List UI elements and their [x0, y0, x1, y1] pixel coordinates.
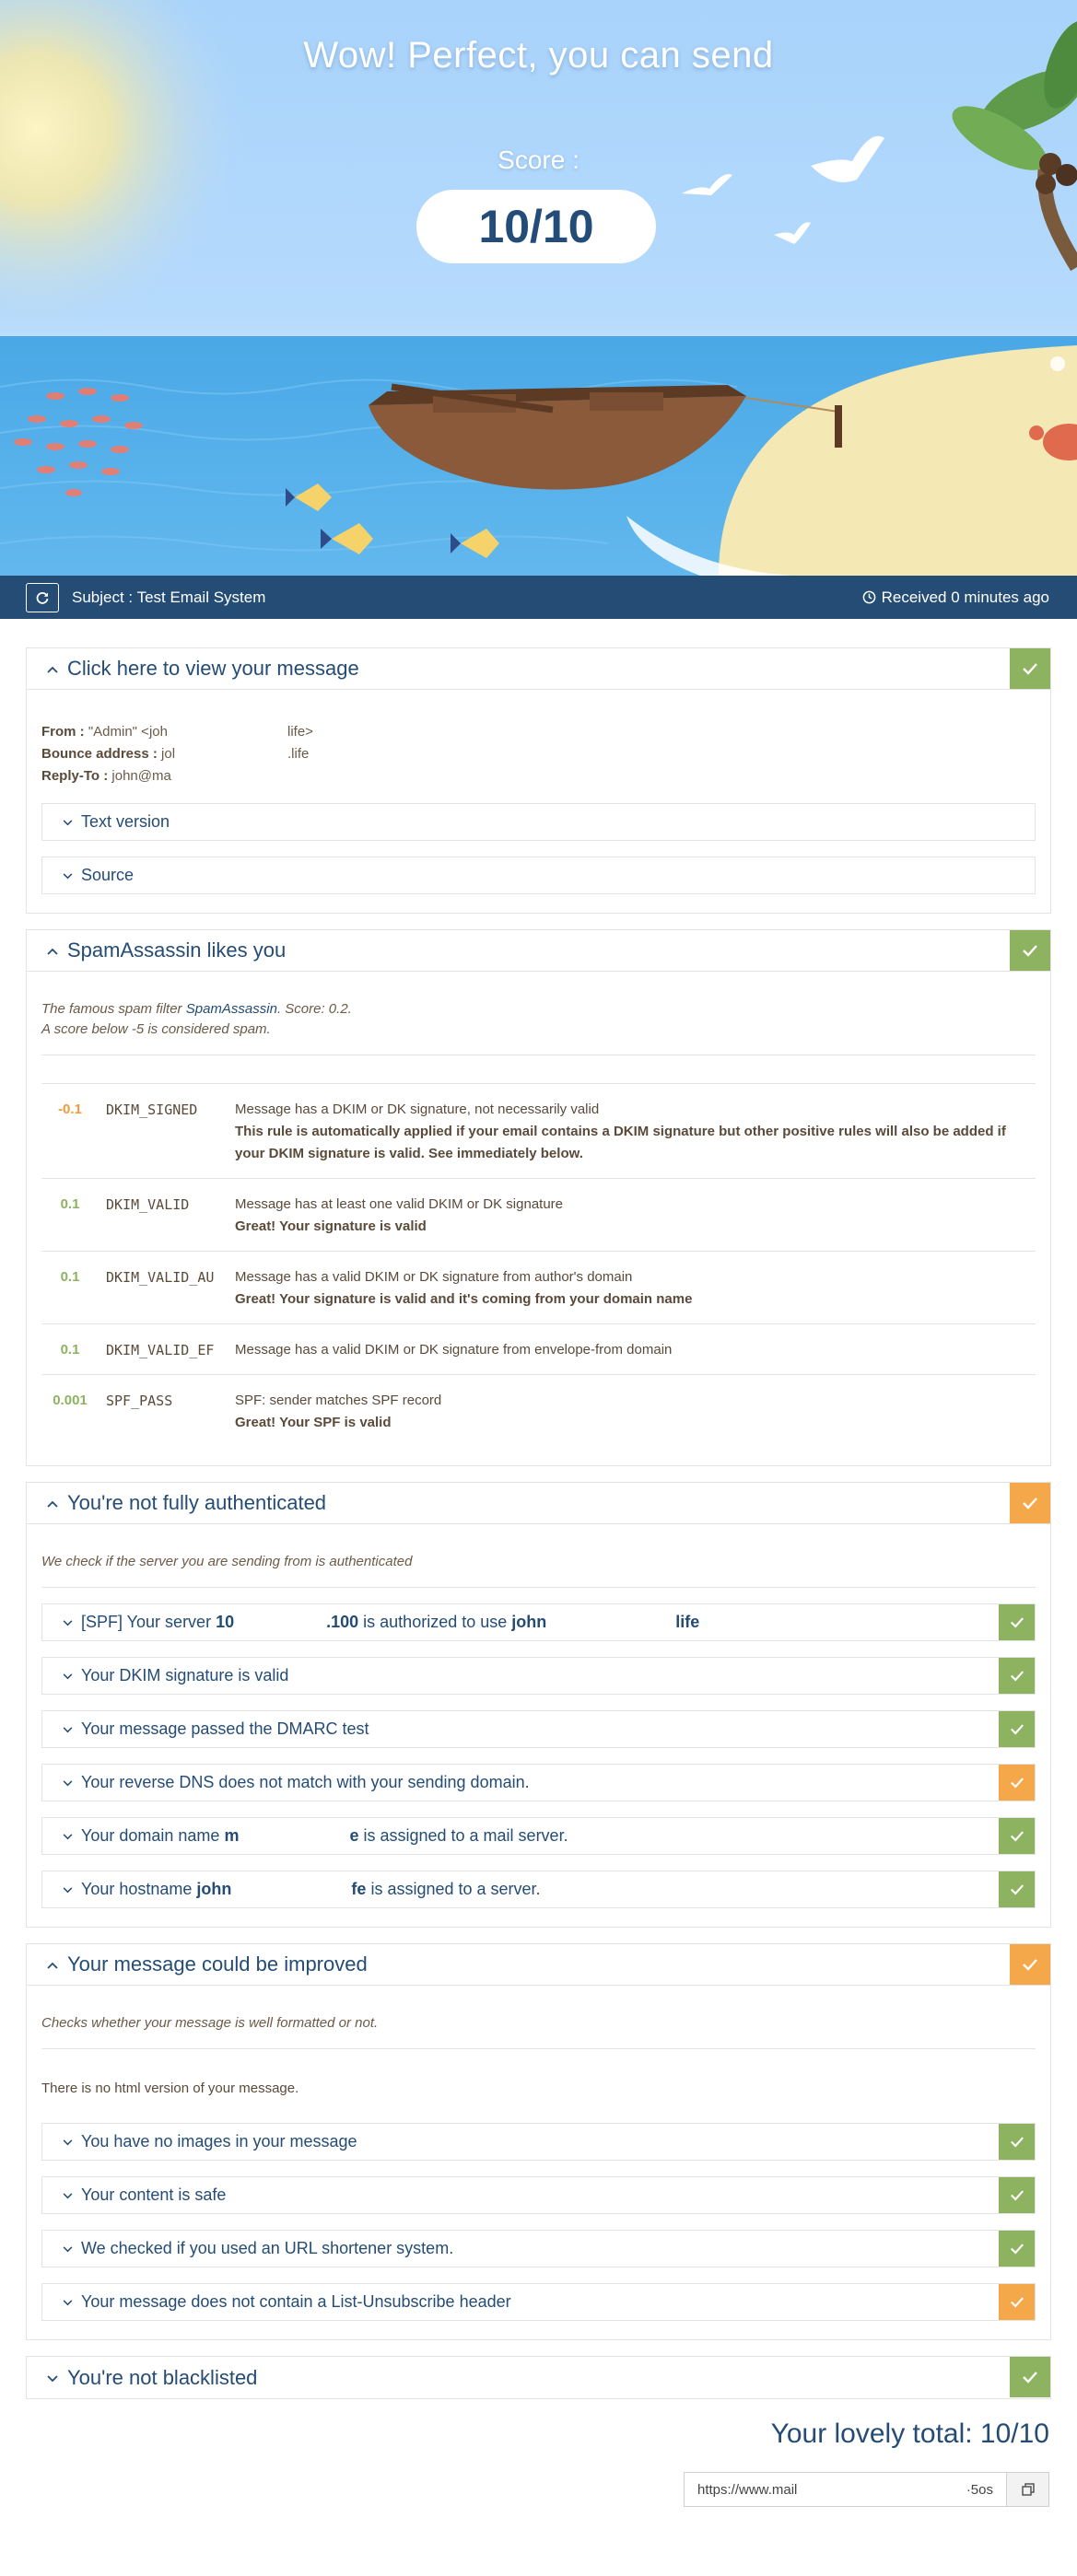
sa-rule-row — [41, 1252, 1036, 1324]
chevron-down-icon — [47, 2371, 67, 2385]
auth-check-item[interactable] — [41, 1657, 1036, 1695]
sa-rule-score: 0.001 — [53, 1393, 88, 1408]
status-warn-badge — [999, 2284, 1035, 2320]
from-tail: life> — [287, 724, 313, 740]
from-value: "Admin" <joh — [88, 724, 168, 740]
copy-icon — [1021, 2482, 1036, 2497]
auth-note: We check if the server you are sending from is authenticated — [41, 1554, 413, 1569]
share-url-start: https://www.mail — [697, 2481, 798, 2498]
panel-title: SpamAssassin likes you — [67, 938, 287, 962]
auth-check-value: fe — [351, 1880, 367, 1898]
status-ok-badge — [1010, 648, 1050, 689]
html-version-notice: There is no html version of your message. — [41, 2081, 299, 2096]
auth-check-label — [81, 1666, 288, 1685]
sa-rule-description — [228, 1324, 1036, 1375]
status-ok-badge — [999, 2177, 1035, 2213]
spamassassin-panel — [26, 929, 1051, 1466]
check-icon — [1010, 1830, 1024, 1842]
sa-rule-desc-text: Message has at least one valid DKIM or DK signature — [235, 1196, 564, 1212]
panel-title: You're not blacklisted — [67, 2365, 258, 2389]
blacklist-panel-header[interactable] — [27, 2357, 1050, 2398]
report-content — [0, 619, 1077, 2399]
chevron-down-icon — [63, 2189, 81, 2202]
formatting-check-label: We checked if you used an URL shortener system. — [81, 2239, 454, 2257]
sub-item-label: Source — [81, 866, 135, 884]
status-ok-badge — [999, 1711, 1035, 1747]
authentication-panel-header[interactable] — [27, 1483, 1050, 1524]
formatting-check-item[interactable] — [41, 2176, 1036, 2214]
formatting-check-label: You have no images in your message — [81, 2132, 357, 2151]
auth-check-list — [41, 1603, 1036, 1908]
sa-rule-row — [41, 1179, 1036, 1252]
sa-rule-score: -0.1 — [58, 1102, 82, 1117]
formatting-check-label: Your message does not contain a List-Unsubscribe header — [81, 2292, 511, 2311]
chevron-down-icon — [63, 2296, 81, 2309]
status-ok-badge — [1010, 930, 1050, 971]
auth-check-value: e — [349, 1826, 359, 1845]
chevron-down-icon — [63, 1616, 81, 1629]
auth-check-item[interactable] — [41, 1871, 1036, 1908]
status-ok-badge — [1010, 2357, 1050, 2397]
panel-title: Click here to view your message — [67, 657, 359, 680]
auth-check-label — [81, 1773, 530, 1792]
auth-check-value: .100 — [326, 1613, 359, 1631]
sa-rule-code: DKIM_VALID_AU — [106, 1269, 215, 1286]
sa-rule-detail: Great! Your signature is valid and it's coming from your domain name — [235, 1291, 693, 1307]
sa-rule-score: 0.1 — [60, 1196, 80, 1212]
source-toggle[interactable] — [41, 857, 1036, 894]
chevron-down-icon — [63, 2243, 81, 2255]
spamassassin-panel-header[interactable] — [27, 930, 1050, 972]
sa-rule-row — [41, 1084, 1036, 1179]
bounce-tail: .life — [287, 746, 310, 762]
auth-check-label — [81, 1613, 699, 1632]
sa-rule-row — [41, 1324, 1036, 1375]
subject-bar — [0, 576, 1077, 619]
auth-check-item[interactable] — [41, 1710, 1036, 1748]
status-ok-badge — [999, 1818, 1035, 1854]
chevron-down-icon — [63, 1777, 81, 1789]
formatting-check-item[interactable] — [41, 2283, 1036, 2321]
received-time — [862, 589, 1049, 607]
sa-rule-desc-text: Message has a valid DKIM or DK signature from author's domain — [235, 1269, 633, 1285]
score-value: 10/10 — [416, 190, 656, 263]
total-score: Your lovely total: 10/10 — [770, 2419, 1049, 2449]
sa-rule-code: DKIM_VALID — [106, 1196, 190, 1213]
sa-rule-description — [228, 1252, 1036, 1324]
check-icon — [1010, 2189, 1024, 2201]
chevron-up-icon — [47, 1957, 67, 1972]
check-icon — [1022, 1958, 1038, 1971]
formatting-panel-body — [27, 1986, 1050, 2339]
status-ok-badge — [999, 1871, 1035, 1907]
auth-check-text: [SPF] Your server — [81, 1613, 217, 1631]
sa-rule-description — [228, 1375, 1036, 1448]
share-link-group — [0, 2450, 1077, 2516]
status-warn-badge — [999, 1765, 1035, 1801]
formatting-check-list — [41, 2123, 1036, 2321]
blacklist-panel — [26, 2356, 1051, 2399]
spamassassin-note — [41, 972, 1036, 1055]
check-icon — [1022, 1497, 1038, 1509]
auth-check-value: john — [511, 1613, 547, 1631]
sa-rule-description — [228, 1179, 1036, 1252]
sa-rule-detail: Great! Your signature is valid — [235, 1218, 427, 1234]
auth-check-value: 10 — [216, 1613, 235, 1631]
auth-check-text: Your message passed the DMARC test — [81, 1719, 369, 1738]
sa-rule-score: 0.1 — [60, 1342, 80, 1358]
check-icon — [1010, 1670, 1024, 1682]
bounce-label: Bounce address : — [41, 746, 158, 762]
check-icon — [1022, 2371, 1038, 2384]
bounce-line — [41, 743, 1036, 765]
sub-item-label: Text version — [81, 812, 170, 831]
check-icon — [1010, 1777, 1024, 1789]
auth-check-label — [81, 1826, 568, 1846]
score-label: Score : — [498, 146, 579, 174]
check-icon — [1022, 944, 1038, 957]
status-ok-badge — [999, 2231, 1035, 2267]
auth-check-text: Your reverse DNS does not match with your sending domain. — [81, 1773, 530, 1791]
text-version-toggle[interactable] — [41, 803, 1036, 841]
from-line — [41, 721, 1036, 743]
formatting-panel-header[interactable] — [27, 1944, 1050, 1986]
hero-title: Wow! Perfect, you can send — [303, 35, 774, 76]
from-label: From : — [41, 724, 85, 740]
chevron-down-icon — [63, 1670, 81, 1683]
status-ok-badge — [999, 1658, 1035, 1694]
note-suffix: . Score: 0.2. — [276, 1001, 352, 1017]
bounce-value: jol — [161, 746, 176, 762]
message-panel-header[interactable] — [27, 648, 1050, 690]
chevron-up-icon — [47, 943, 67, 958]
share-url-field[interactable] — [684, 2472, 1006, 2507]
chevron-down-icon — [63, 1883, 81, 1896]
auth-check-text: Your domain name — [81, 1826, 225, 1845]
check-icon — [1010, 1723, 1024, 1735]
auth-check-label — [81, 1719, 369, 1739]
sa-rule-desc-text: Message has a valid DKIM or DK signature from envelope-from domain — [235, 1342, 673, 1358]
message-panel — [26, 647, 1051, 914]
auth-check-text: Your DKIM signature is valid — [81, 1666, 289, 1684]
chevron-down-icon — [63, 1830, 81, 1843]
auth-check-value: m — [224, 1826, 240, 1845]
reply-to-label: Reply-To : — [41, 768, 109, 784]
spamassassin-link[interactable]: SpamAssassin — [185, 1001, 277, 1017]
message-headers — [41, 690, 1036, 787]
formatting-panel — [26, 1943, 1051, 2340]
chevron-down-icon — [63, 1723, 81, 1736]
subject-text: Subject : Test Email System — [72, 588, 266, 606]
improve-note: Checks whether your message is well formatted or not. — [41, 2015, 379, 2031]
check-icon — [1010, 1883, 1024, 1895]
auth-check-item[interactable] — [41, 1603, 1036, 1641]
auth-check-value: life — [675, 1613, 700, 1631]
authentication-panel-body — [27, 1524, 1050, 1927]
auth-check-label — [81, 1880, 541, 1899]
share-url-end: ·5os — [966, 2481, 993, 2498]
chevron-down-icon — [63, 869, 81, 882]
formatting-check-label: Your content is safe — [81, 2186, 227, 2204]
beach-illustration — [0, 0, 1077, 576]
reply-to-value: john@ma — [111, 768, 171, 784]
sa-rule-description — [228, 1084, 1036, 1179]
sa-rule-code: DKIM_VALID_EF — [106, 1342, 215, 1358]
chevron-down-icon — [63, 816, 81, 829]
sa-rule-code: DKIM_SIGNED — [106, 1102, 198, 1118]
auth-check-text: is assigned to a mail server. — [358, 1826, 568, 1845]
auth-check-text: Your hostname — [81, 1880, 197, 1898]
sa-rule-detail: This rule is automatically applied if your email contains a DKIM signature but other positive rules will also be added if your DKIM signature is valid. See immediately below. — [235, 1124, 1006, 1161]
sa-rule-score: 0.1 — [60, 1269, 80, 1285]
formatting-check-item[interactable] — [41, 2123, 1036, 2161]
status-warn-badge — [1010, 1483, 1050, 1523]
sa-rule-desc-text: Message has a DKIM or DK signature, not necessarily valid — [235, 1102, 600, 1117]
auth-check-value: john — [196, 1880, 232, 1898]
message-panel-body — [27, 690, 1050, 913]
divider — [41, 1587, 1036, 1588]
formatting-check-item[interactable] — [41, 2230, 1036, 2267]
panel-title: You're not fully authenticated — [67, 1491, 327, 1514]
refresh-button[interactable] — [26, 583, 59, 612]
copy-button[interactable] — [1006, 2472, 1049, 2507]
subject-group — [26, 583, 265, 612]
received-text: Received 0 minutes ago — [881, 588, 1049, 606]
auth-check-item[interactable] — [41, 1764, 1036, 1801]
authentication-panel — [26, 1482, 1051, 1928]
check-icon — [1010, 2136, 1024, 2148]
panel-title: Your message could be improved — [67, 1952, 368, 1976]
sa-rule-desc-text: SPF: sender matches SPF record — [235, 1393, 442, 1408]
sa-rule-code: SPF_PASS — [106, 1393, 173, 1409]
check-icon — [1010, 2296, 1024, 2308]
refresh-icon — [35, 590, 50, 605]
auth-check-text: is assigned to a server. — [366, 1880, 541, 1898]
check-icon — [1010, 2243, 1024, 2255]
clock-icon — [862, 590, 876, 604]
spamassassin-panel-body — [27, 972, 1050, 1465]
note-prefix: The famous spam filter — [41, 1001, 186, 1017]
status-warn-badge — [1010, 1944, 1050, 1985]
status-ok-badge — [999, 2124, 1035, 2160]
chevron-up-icon — [47, 1496, 67, 1510]
sa-rule-detail: Great! Your SPF is valid — [235, 1415, 392, 1430]
reply-to-line — [41, 765, 1036, 787]
spamassassin-rules-table — [41, 1083, 1036, 1447]
chevron-down-icon — [63, 2136, 81, 2149]
sa-rule-row — [41, 1375, 1036, 1448]
status-ok-badge — [999, 1604, 1035, 1640]
check-icon — [1010, 1616, 1024, 1628]
note-line2: A score below -5 is considered spam. — [41, 1021, 271, 1037]
auth-check-text: is authorized to use — [358, 1613, 512, 1631]
auth-check-item[interactable] — [41, 1817, 1036, 1855]
chevron-up-icon — [47, 661, 67, 676]
hero-banner — [0, 0, 1077, 576]
check-icon — [1022, 662, 1038, 675]
